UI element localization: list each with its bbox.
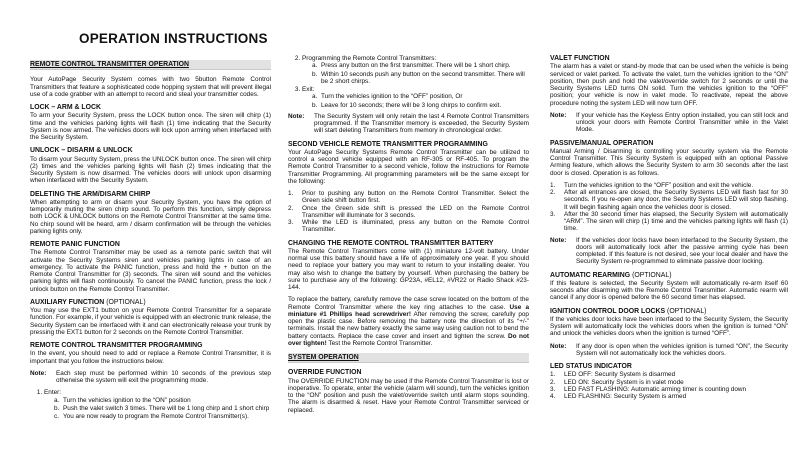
- sub-step-text: Turn the vehicles ignition to the “OFF” position, Or: [321, 93, 463, 101]
- page-title: OPERATION INSTRUCTIONS: [79, 31, 268, 46]
- list-item: [550, 371, 788, 378]
- step-enter: Enter:: [44, 389, 62, 397]
- auxiliary-heading: [30, 299, 271, 306]
- sub-step-text: Turn the vehicles ignition to the “ON” position: [63, 396, 191, 404]
- second-vehicle-steps: [288, 190, 529, 234]
- programming-steps-continued: [288, 55, 529, 109]
- valet-paragraph: The alarm has a valet or stand-by mode that can be used when the vehicle is being serviced or valet parked. To activate the valet, turn the vehicles ignition to the “ON” position, then push and hold the valet/override switch for 2 seconds or until the Security Systems LED turns ON solid. Turn the vehicles ignition to the “OFF” position; your vehicle is now in valet mode. To reactivate, repeat the above procedure noting the system LED will now turn OFF.: [550, 63, 788, 107]
- led-num: 1.: [550, 371, 556, 379]
- list-item: 1. Prior to pushing any button on the Remote Control Transmitter. Select the Green side shift button first.: [288, 190, 529, 205]
- list-item: a. Turn the vehicles ignition to the “ON” position: [54, 396, 191, 404]
- sub-steps: [302, 93, 529, 109]
- override-heading: OVERRIDE FUNCTION: [288, 369, 362, 377]
- replace-bold-1: Use a miniature #1 Phillips head screwdriver!: [288, 303, 529, 318]
- panic-heading: REMOTE PANIC FUNCTION: [30, 241, 120, 248]
- sub-step-text: Within 10 seconds push any button on the second transmitter. There will be 2 short chirps.: [321, 70, 525, 85]
- sub-step-text: You are now ready to program the Remote Control Transmitter(s).: [63, 413, 249, 420]
- list-item: [44, 389, 271, 420]
- battery-paragraph: The Remote Control Transmitters come with (1) miniature 12-volt battery. Under normal use this battery should have a life of approximately one year. If you should need to replace your battery you may want to return to your installing dealer. You may also wish to change the battery by yourself. When purchasing the battery be sure to purchase any of the following: GP23A, #EL12, #VR22 or Radio Shack #23-144.: [288, 247, 529, 291]
- led-text: LED FLASHING: Security System is armed: [564, 393, 687, 400]
- programming-steps: [30, 389, 271, 420]
- unlock-paragraph: To disarm your Security System, press the UNLOCK button once. The siren will chirp (2) times and the vehicles parking lights will flash (2) times indicating that the Security System is now disarmed. The vehicles doors will unlock upon disarming when interfaced with the Security System.: [30, 155, 271, 185]
- passive-paragraph: Manual Arming / Disarming is controlling your security system via the Remote Control Transmitter. This Security System is equipped with an optional Passive Arming feature, which allows the Security System to arm 30 seconds after the last door is closed. Operation is as follows.: [550, 147, 788, 177]
- panic-paragraph: The Remote Control Transmitter may be used as a remote panic switch that will activate the Security Systems siren and vehicles parking lights in case of an emergency. To activate the PANIC function, press and hold the + button on the Remote Control Transmitter for (3) seconds. The siren will sound and the vehicles parking lights will flash continuously. To cancel the PANIC function, press the lock / unlock button on the Remote Control Transmitter.: [30, 249, 271, 293]
- valet-note: [550, 112, 788, 134]
- override-paragraph: The OVERRIDE FUNCTION may be used if the Remote Control Transmitter is lost or inoperative. To operate, enter the vehicle (alarm will sound), turn the vehicles ignition to the “ON” position and push the valet/override switch until alarm stops sounding. The alarm is disarmed & reset. Have your Remote Control Transmitter serviced or replaced.: [288, 377, 529, 414]
- list-item: [302, 86, 529, 109]
- rearm-optional: (OPTIONAL): [632, 271, 672, 279]
- led-text: LED OFF: Security System is disarmed: [564, 371, 676, 379]
- unlock-heading: UNLOCK – DISARM & UNLOCK: [30, 147, 133, 155]
- auxiliary-paragraph: You may use the EXT1 button on your Remote Control Transmitter for a separate function. For example, if your vehicle is equipped with an electronic trunk release, the Security System can be interfaced with it and can electronically release your trunk by pressing the EXT1 button for 2 seconds on the Remote Control Transmitter.: [30, 307, 271, 336]
- column-1: [30, 60, 271, 424]
- sub-step-text: Press any button on the first transmitter. There will be 1 short chirp.: [321, 62, 511, 70]
- replace-text-2: After removing the screw, carefully pop open the plastic case. Before removing the battery note the direction of its “+/-” terminals. Install the new battery exactly the same way using caution not to bend the battery contacts. Replace the case cover and insert and tighten the screw.: [288, 310, 529, 340]
- replace-bold-2: Do not over tighten!: [288, 332, 529, 347]
- step-text: After all entrances are closed, the Security Systems LED will flash fast for 30 seconds. If you re-open any door, the Security Systems LED will stop flashing. It will begin flashing again once the vehicles door is closed.: [564, 189, 788, 211]
- note-text: The Security System will only retain the last 4 Remote Control Transmitters programmed. If the Transmitter memory is exceeded, the Security System will start deleting Transmitters from memory in chronological order.: [314, 112, 529, 135]
- sub-step-text: Push the valet switch 3 times. There will be 1 long chirp and 1 short chirp: [63, 404, 270, 412]
- step-programming: Programming the Remote Control Transmitters:: [302, 55, 437, 62]
- replace-text-1: To replace the battery, carefully remove the case screw located on the bottom of the Remote Control Transmitter where the key ring attaches to the case.: [288, 296, 529, 311]
- list-item: b. Leave for 10 seconds; there will be 3 long chirps to confirm exit.: [312, 101, 502, 109]
- note-text: If the vehicles door locks have been interfaced to the Security System, the doors will automatically lock after the passive arming cycle has been completed. If this feature is not desired, see your local dealer and have the Security System re-programmed to eliminate passive door locking.: [576, 236, 788, 266]
- list-item: 3. After the 30 second timer has elapsed, the Security System will automatically “ARM”. The siren will chirp (1) time and the vehicles parking lights will flash (1) time.: [550, 210, 788, 233]
- led-num: 3.: [550, 385, 556, 393]
- list-item: [550, 386, 788, 393]
- ignition-locks-heading: [550, 308, 788, 315]
- section-band-transmitter-operation: REMOTE CONTROL TRANSMITTER OPERATION: [30, 60, 271, 70]
- column-3: [550, 55, 788, 404]
- list-item: 2. After all entrances are closed, the Security Systems LED will flash fast for 30 seconds. If you re-open any door, the Security Systems LED will stop flashing. It will begin flashing again once the vehicles door is closed.: [550, 189, 788, 211]
- list-item: 1. Turn the vehicles ignition to the “OFF” position and exit the vehicle.: [550, 182, 788, 189]
- list-item: b. Push the valet switch 3 times. There will be 1 long chirp and 1 short chirp: [54, 404, 270, 412]
- step-exit: Exit:: [302, 86, 315, 93]
- list-item: 3. While the LED is illuminated, press any button on the Remote Control Transmitter.: [288, 219, 529, 234]
- list-item: 2. Once the Green side shift is pressed the LED on the Remote Control Transmitter will illuminate for 3 seconds.: [288, 204, 529, 219]
- passive-steps: [550, 182, 788, 233]
- sub-steps: [302, 62, 529, 85]
- led-status-list: [550, 371, 788, 400]
- list-item: [550, 393, 788, 400]
- step-text: Prior to pushing any button on the Remote Control Transmitter. Select the Green side shift button first.: [302, 190, 529, 205]
- list-item: a. Press any button on the first transmitter. There will be 1 short chirp.: [312, 62, 511, 70]
- note-text: If your vehicle has the Keyless Entry option installed, you can still lock and unlock your doors with Remote Control Transmitter while in the Valet Mode.: [576, 111, 788, 134]
- ignition-heading-text: IGNITION CONTROL DOOR LOCKS: [550, 307, 666, 315]
- sub-step-text: Leave for 10 seconds; there will be 3 long chirps to confirm exit.: [321, 101, 502, 109]
- list-item: a. Turn the vehicles ignition to the “OFF” position, Or: [312, 93, 463, 101]
- ignition-locks-paragraph: If the vehicles door locks have been interfaced to the Security System, the Security System will automatically lock the vehicles doors when the ignition is turned “ON” and unlock the vehicles doors when the ignition is turned “OFF”.: [550, 315, 788, 338]
- led-text: LED FAST FLASHING: Automatic arming timer is counting down: [564, 385, 747, 393]
- step-text: While the LED is illuminated, press any button on the Remote Control Transmitter.: [302, 219, 529, 234]
- led-num: 2.: [550, 378, 556, 386]
- lock-heading: LOCK – ARM & LOCK: [30, 104, 101, 111]
- replace-battery-paragraph: [288, 296, 529, 347]
- step-text: After the 30 second timer has elapsed, the Security System will automatically “ARM”. The siren will chirp (1) time and the vehicles parking lights will flash (1) time.: [564, 210, 788, 233]
- column-2: [288, 55, 529, 419]
- rearm-heading: [550, 272, 788, 279]
- section-band-system-operation: SYSTEM OPERATION: [288, 353, 529, 363]
- delete-chirp-heading: DELETING THE ARM/DISARM CHIRP: [30, 190, 151, 198]
- note-text: If any door is open when the vehicles ignition is turned “ON”, the Security System will not automatically lock the vehicles doors.: [576, 342, 788, 357]
- second-vehicle-heading: SECOND VEHICLE REMOTE TRANSMITTER PROGRAMMING: [288, 140, 488, 148]
- step-text: Once the Green side shift is pressed the LED on the Remote Control Transmitter will illuminate for 3 seconds.: [302, 204, 529, 219]
- led-num: 4.: [550, 393, 556, 400]
- intro-paragraph: Your AutoPage Security System comes with two 5button Remote Control Transmitters that feature a sophisticated code hopping system that will prevent illegal use of a code grabber with an attempt to record and steal your transmitter codes.: [30, 76, 271, 98]
- rearm-paragraph: If this feature is selected, the Security System will automatically re-arm itself 60 seconds after disarming with the Remote Control Transmitter. Automatic rearm will cancel if any door is opened before the 60 second timer has elapsed.: [550, 279, 788, 302]
- list-item: [550, 379, 788, 386]
- led-text: LED ON: Security System is in valet mode: [564, 378, 684, 386]
- sub-steps: [44, 397, 271, 421]
- memory-note: [288, 113, 529, 135]
- replace-text-3: Test the Remote Control Transmitter.: [328, 339, 433, 347]
- passive-heading: PASSIVE/MANUAL OPERATION: [550, 139, 654, 147]
- auxiliary-optional: (OPTIONAL): [106, 298, 146, 306]
- valet-heading: VALET FUNCTION: [550, 55, 610, 62]
- list-item: b. Within 10 seconds push any button on the second transmitter. There will be 2 short chirps.: [312, 71, 529, 86]
- note-label: Note:: [288, 112, 305, 120]
- note-label: Note:: [550, 342, 567, 350]
- list-item: [302, 55, 529, 85]
- note-label: Note:: [30, 369, 47, 377]
- auxiliary-heading-text: AUXILIARY FUNCTION: [30, 298, 105, 306]
- passive-note: [550, 237, 788, 266]
- programming-paragraph: In the event, you should need to add or replace a Remote Control Transmitter, it is important that you follow the instructions below.: [30, 350, 271, 365]
- programming-note: [30, 370, 271, 385]
- programming-heading: REMOTE CONTROL TRANSMITTER PROGRAMMING: [30, 342, 203, 349]
- list-item: c. You are now ready to program the Remote Control Transmitter(s).: [54, 413, 249, 420]
- led-status-heading: LED STATUS INDICATOR: [550, 363, 632, 370]
- second-vehicle-paragraph: Your AutoPage Security Systems Remote Control Transmitter can be utilized to control a second vehicle equipped with an RF-305 or RF-405. To program the Remote Control Transmitter to a second vehicle, follow the instructions for Remote Transmitter Programming. All programming parameters will be the same except for the following:: [288, 148, 529, 185]
- note-label: Note:: [550, 236, 567, 244]
- rearm-heading-text: AUTOMATIC REARMING: [550, 271, 631, 279]
- note-text: Each step must be performed within 10 seconds of the previous step otherwise the system will exit the programming mode.: [56, 369, 271, 384]
- step-text: Turn the vehicles ignition to the “OFF” position and exit the vehicle.: [564, 181, 754, 189]
- note-label: Note:: [550, 111, 567, 119]
- lock-paragraph: To arm your Security System, press the LOCK button once. The siren will chirp (1) time and the vehicles parking lights will flash (1) time indicating that the Security System is now armed. The vehicles doors will lock upon arming when interfaced with the Security System.: [30, 112, 271, 141]
- ignition-note: [550, 343, 788, 358]
- ignition-optional: (OPTIONAL): [667, 307, 707, 315]
- battery-heading: CHANGING THE REMOTE CONTROL TRANSMITTER BATTERY: [288, 239, 494, 247]
- delete-chirp-paragraph: When attempting to arm or disarm your Security System, you have the option of temporarily muting the siren chirp sound. To perform this function, simply depress both LOCK & UNLOCK buttons on the Remote Control Transmitter at the same time. No chirp sound will be heard, arm / disarm confirmation will be through the vehicles parking lights only.: [30, 198, 271, 235]
